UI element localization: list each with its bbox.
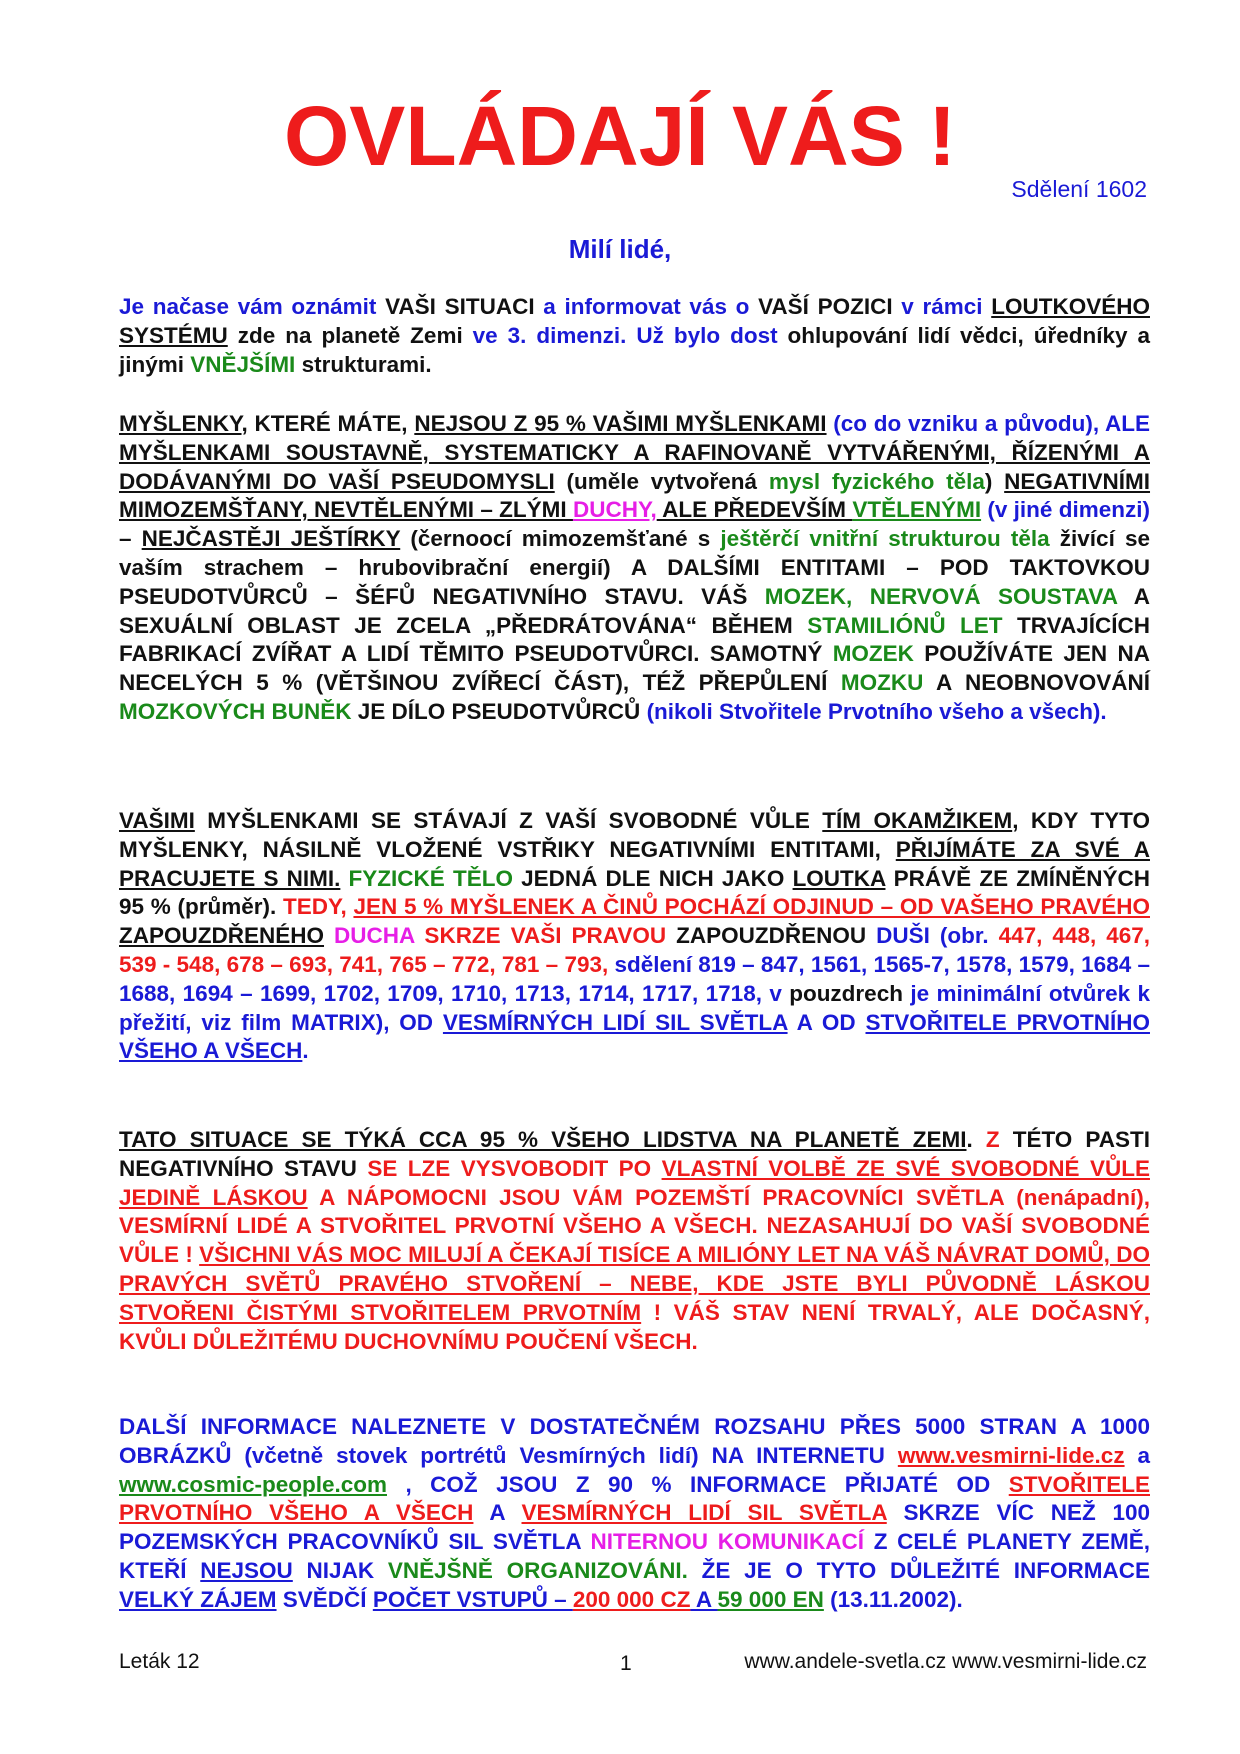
text-run: VESMÍRNÝCH LIDÍ SIL SVĚTLA <box>521 1500 887 1526</box>
text-run: VAŠIMI <box>119 808 195 833</box>
text-run: a informovat vás o <box>534 294 759 319</box>
paragraph-intro <box>119 293 1150 379</box>
text-run: TÍM OKAMŽIKEM <box>822 808 1013 833</box>
text-run: ohlupování lidí vědci, úředníky a jinými <box>119 322 1150 377</box>
text-run: MYŠLENKY <box>119 411 242 436</box>
footer-page-number: 1 <box>620 1652 632 1675</box>
text-run: sdělení 819 – 847, 1561, 1565-7, 1578, 1579, 1684 – 1688, 1694 – 1699, 1702, 1709, 1710, 1713, 1714, 1717, 1718, v <box>119 951 1150 1006</box>
text-run: Z <box>985 1127 1000 1152</box>
text-run: NEGATIVNÍMI MIMOZEMŠŤANY, NEVTĚLENÝMI – ZLÝMI <box>119 468 1151 523</box>
text-run: MOZEK <box>832 641 914 667</box>
text-run: ) <box>984 468 1005 494</box>
text-run: ! VÁŠ STAV NENÍ TRVALÝ, ALE DOČASNÝ, KVŮLI DŮLEŽITÉMU DUCHOVNÍMU POUČENÍ VŠECH. <box>119 1299 1151 1354</box>
text-run: ZAPOUZDŘENÉHO <box>119 923 325 949</box>
text-run: A SEXUÁLNÍ OBLAST JE ZCELA „PŘEDRÁTOVÁNA“ BĚHEM <box>119 583 1150 638</box>
text-run: TATO SITUACE SE TÝKÁ CCA 95 % VŠEHO LIDSTVA NA PLANETĚ ZEMI <box>119 1127 967 1152</box>
text-run: 59 000 EN <box>717 1586 824 1612</box>
paragraph-situation <box>119 1126 1150 1356</box>
text-run: NIJAK <box>292 1557 388 1583</box>
text-run: TÉTO PASTI NEGATIVNÍHO STAVU <box>119 1127 1150 1181</box>
text-run: VLASTNÍ VOLBĚ ZE SVÉ SVOBODNÉ VŮLE JEDINĚ LÁSKOU <box>119 1155 1150 1210</box>
text-run: VNĚJŠNĚ ORGANIZOVÁNI. <box>387 1557 688 1583</box>
greeting: Milí lidé, <box>568 234 672 264</box>
text-run: pouzdrech <box>789 980 903 1006</box>
text-run: (nikoli Stvořitele Prvotního všeho a všech). <box>646 698 1107 724</box>
text-run: (13.11.2002). <box>823 1586 963 1612</box>
text-run: ALE PŘEDEVŠÍM <box>656 497 853 523</box>
text-run: a <box>1124 1442 1151 1468</box>
text-run: JEDNÁ DLE NICH JAKO <box>512 865 793 891</box>
text-run: VAŠÍ POZICI <box>758 294 893 319</box>
text-run: MYŠLENKAMI SOUSTAVNĚ, SYSTEMATICKY A RAFINOVANĚ VYTVÁŘENÝMI, ŘÍZENÝMI A DODÁVANÝMI DO VAŠÍ PSEUDOMYSLI <box>119 439 1150 494</box>
text-run: (černoocí mimozemšťané s <box>400 526 721 552</box>
text-run: JE DÍLO PSEUDOTVŮRCŮ <box>351 698 647 724</box>
text-run: SE LZE VYSVOBODIT PO <box>367 1155 662 1181</box>
text-run: SKRZE VÍC NEŽ 100 POZEMSKÝCH PRACOVNÍKŮ SIL SVĚTLA <box>119 1500 1150 1555</box>
footer-websites: www.andele-svetla.cz www.vesmirni-lide.cz <box>744 1650 1147 1673</box>
text-run: mysl fyzického těla <box>768 468 985 494</box>
text-run: ŽE JE O TYTO DŮLEŽITÉ INFORMACE <box>687 1557 1151 1583</box>
text-run: . <box>966 1127 986 1152</box>
text-run: PRÁVĚ ZE ZMÍNĚNÝCH 95 % (průměr). <box>119 865 1150 920</box>
text-run: VNĚJŠÍMI <box>190 351 296 377</box>
text-run: (obr. <box>929 923 999 949</box>
text-run: LOUTKOVÉHO SYSTÉMU <box>119 294 1150 348</box>
text-run: VTĚLENÝMI <box>852 497 982 523</box>
text-run: VAŠI SITUACI <box>385 294 535 319</box>
text-run: v rámci <box>892 294 992 319</box>
text-run: SVĚDČÍ <box>276 1586 373 1612</box>
text-run: , KTERÉ MÁTE, <box>241 411 415 436</box>
text-run: www.cosmic-people.com <box>119 1471 387 1497</box>
text-run: ve 3. dimenzi. Už bylo dost <box>472 322 788 348</box>
text-run: NEJČASTĚJI JEŠTÍRKY <box>141 526 401 552</box>
text-run: DUCHY, <box>572 497 657 523</box>
text-run: A <box>690 1586 718 1612</box>
text-run: NEJSOU Z 95 % VAŠIMI MYŠLENKAMI <box>414 411 827 436</box>
text-run: , KDY TYTO MYŠLENKY, NÁSILNĚ VLOŽENÉ VSTŘIKY NEGATIVNÍMI ENTITAMI, <box>119 808 1150 862</box>
text-run: POUŽÍVÁTE JEN NA NECELÝCH 5 % (VĚTŠINOU ZVÍŘECÍ ČÁST), TÉŽ PŘEPŮLENÍ <box>119 641 1151 696</box>
footer-leaflet: Leták 12 <box>119 1650 200 1673</box>
text-run: STVOŘITELE PRVOTNÍHO VŠEHO A VŠECH <box>119 1471 1150 1526</box>
text-run: TRVAJÍCÍCH FABRIKACÍ ZVÍŘAT A LIDÍ TĚMITO PSEUDOTVŮRCI. SAMOTNÝ <box>119 612 1150 667</box>
text-run: STVOŘITELE PRVOTNÍHO VŠEHO A VŠECH <box>119 1009 1150 1064</box>
text-run: – <box>119 526 142 552</box>
paragraph-more-info <box>119 1413 1150 1615</box>
text-run: . <box>302 1038 309 1064</box>
text-run: MOZKOVÝCH BUNĚK <box>119 698 352 724</box>
text-run: NITERNOU KOMUNIKACÍ <box>590 1529 864 1555</box>
text-run: FYZICKÉ TĚLO <box>348 865 513 891</box>
text-run: je minimální otvůrek k přežití, viz film MATRIX), OD <box>119 980 1150 1035</box>
text-run: strukturami. <box>295 351 432 377</box>
text-run: VŠICHNI VÁS MOC MILUJÍ A ČEKAJÍ TISÍCE A MILIÓNY LET NA VÁŠ NÁVRAT DOMŮ, DO PRAVÝCH SVĚTŮ PRAVÉHO STVOŘENÍ – NEBE, KDE JSTE BYLI PŮVODNĚ LÁSKOU STVOŘENI ČISTÝMI STVOŘITELEM PRVOTNÍM <box>119 1242 1150 1325</box>
text-run <box>340 866 348 891</box>
page-title: OVLÁDAJÍ VÁS ! <box>283 89 957 183</box>
text-run: (co do vzniku a původu), ALE <box>826 411 1151 436</box>
text-run: DUCHA <box>334 923 415 949</box>
text-run: Je načase vám oznámit <box>119 294 386 319</box>
text-run: www.vesmirni-lide.cz <box>897 1442 1125 1468</box>
text-run <box>324 923 334 948</box>
text-run: STAMILIÓNŮ LET <box>807 612 1003 638</box>
text-run: LOUTKA <box>792 865 886 891</box>
text-run: MOZKU <box>840 670 924 696</box>
text-run: živící se vaším strachem – hrubovibrační energií) A DALŠÍMI ENTITAMI – POD TAKTOVKOU PSEUDOTVŮRCŮ – ŠÉFŮ NEGATIVNÍHO STAVU. VÁŠ <box>119 526 1150 609</box>
text-run: 447, 448, 467, 539 - 548, 678 – 693, 741, 765 – 772, 781 – 793, <box>119 923 1151 977</box>
text-run: VESMÍRNÝCH LIDÍ SIL SVĚTLA <box>442 1009 788 1035</box>
text-run: MYŠLENKAMI SE STÁVAJÍ Z VAŠÍ SVOBODNÉ VŮLE <box>194 808 823 833</box>
text-run: MOZEK, NERVOVÁ SOUSTAVA <box>764 583 1118 609</box>
text-run: A OD <box>787 1009 866 1035</box>
text-run: VELKÝ ZÁJEM <box>119 1586 277 1612</box>
paragraph-own-thoughts <box>119 807 1150 1066</box>
text-run: TEDY, <box>282 894 354 920</box>
message-number: Sdělení 1602 <box>1011 176 1147 202</box>
text-run: , COŽ JSOU Z 90 % INFORMACE PŘIJATÉ OD <box>386 1471 1009 1497</box>
text-run: Z CELÉ PLANETY ZEMĚ, KTEŘÍ <box>119 1529 1151 1583</box>
text-run: A <box>473 1500 522 1526</box>
text-run: zde na planetě Zemi <box>227 322 473 348</box>
text-run: DALŠÍ INFORMACE NALEZNETE V DOSTATEČNÉM ROZSAHU PŘES 5000 STRAN A 1000 OBRÁZKŮ (včetně stovek portrétů Vesmírných lidí) NA INTERNETU <box>119 1414 1150 1468</box>
text-run: PŘIJÍMÁTE ZA SVÉ A PRACUJETE S NIMI. <box>119 836 1150 891</box>
text-run: A NEOBNOVOVÁNÍ <box>923 670 1150 696</box>
paragraph-thoughts <box>119 410 1150 727</box>
text-run: DUŠI <box>876 923 930 949</box>
text-run: A NÁPOMOCNI JSOU VÁM POZEMŠTÍ PRACOVNÍCI SVĚTLA (nenápadní), VESMÍRNÍ LIDÉ A STVOŘITEL PRVOTNÍ VŠEHO A VŠECH. NEZASAHUJÍ DO VAŠÍ SVOBODNÉ VŮLE ! <box>119 1184 1151 1268</box>
text-run: JEN 5 % MYŠLENEK A ČINŮ POCHÁZÍ ODJINUD – OD VAŠEHO PRAVÉHO <box>353 894 1150 920</box>
text-run: (v jiné dimenzi) <box>981 497 1150 523</box>
text-run: ZAPOUZDŘENOU <box>666 923 877 949</box>
text-run: 200 000 CZ <box>572 1586 691 1612</box>
text-run: ještěrčí vnitřní strukturou těla <box>720 526 1050 552</box>
text-run: (uměle vytvořená <box>554 468 769 494</box>
text-run: POČET VSTUPŮ – <box>372 1586 573 1612</box>
text-run: SKRZE VAŠI PRAVOU <box>414 923 667 949</box>
text-run: NEJSOU <box>200 1557 293 1583</box>
